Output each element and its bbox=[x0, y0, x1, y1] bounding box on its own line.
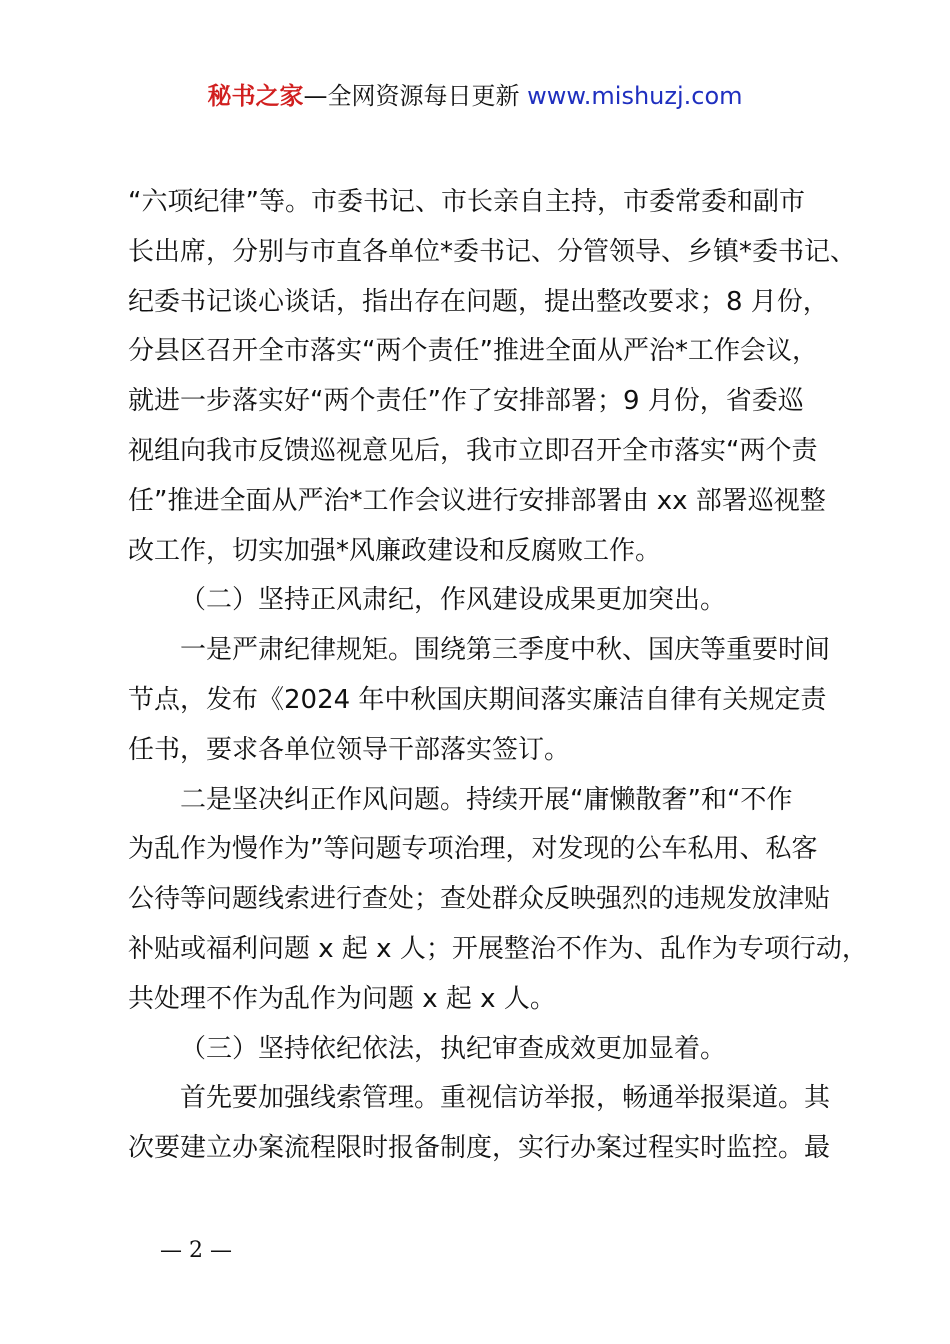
text-line: 纪委书记谈心谈话，指出存在问题，提出整改要求；8 月份， bbox=[128, 286, 829, 317]
text-line: 分县区召开全市落实“两个责任”推进全面从严治*工作会议， bbox=[128, 336, 818, 367]
text-line: 首先要加强线索管理。重视信访举报，畅通举报渠道。其 bbox=[180, 1083, 831, 1114]
text-line: 共处理不作为乱作为问题 x 起 x 人。 bbox=[128, 983, 556, 1014]
text-line: “六项纪律”等。市委书记、市长亲自主持，市委常委和副市 bbox=[128, 187, 805, 217]
text-line: 一是严肃纪律规矩。围绕第三季度中秋、国庆等重要时间 bbox=[180, 635, 831, 666]
text-line: 节点，发布《2024 年中秋国庆期间落实廉洁自律有关规定责 bbox=[128, 684, 827, 715]
text-line: 补贴或福利问题 x 起 x 人；开展整治不作为、乱作为专项行动， bbox=[128, 933, 868, 964]
site-url-link[interactable]: www.mishuzj.com bbox=[527, 82, 743, 110]
section-heading: （二）坚持正风肃纪，作风建设成果更加突出。 bbox=[180, 585, 727, 616]
text-line: 次要建立办案流程限时报备制度，实行办案过程实时监控。最 bbox=[128, 1133, 831, 1164]
text-line: 视组向我市反馈巡视意见后，我市立即召开全市落实“两个责 bbox=[128, 435, 818, 466]
document-body bbox=[128, 178, 868, 1174]
text-line: 公待等问题线索进行查处；查处群众反映强烈的违规发放津贴 bbox=[128, 884, 831, 915]
page-number: — 2 — bbox=[160, 1238, 232, 1263]
text-line: 长出席，分别与市直各单位*委书记、分管领导、乡镇*委书记、 bbox=[128, 236, 857, 267]
text-line: 二是坚决纠正作风问题。持续开展“庸懒散奢”和“不作 bbox=[180, 784, 793, 815]
header-tagline: —全网资源每日更新 bbox=[303, 82, 528, 110]
brand-name: 秘书之家 bbox=[207, 82, 304, 110]
text-line: 改工作，切实加强*风廉政建设和反腐败工作。 bbox=[128, 535, 662, 566]
text-line: 任”推进全面从严治*工作会议进行安排部署由 xx 部署巡视整 bbox=[128, 485, 826, 516]
site-header bbox=[0, 78, 950, 114]
text-line: 为乱作为慢作为”等问题专项治理，对发现的公车私用、私客 bbox=[128, 834, 818, 865]
section-heading: （三）坚持依纪依法，执纪审查成效更加显着。 bbox=[180, 1033, 727, 1064]
text-line: 就进一步落实好“两个责任”作了安排部署；9 月份，省委巡 bbox=[128, 386, 804, 417]
text-line: 任书，要求各单位领导干部落实签订。 bbox=[128, 734, 571, 765]
